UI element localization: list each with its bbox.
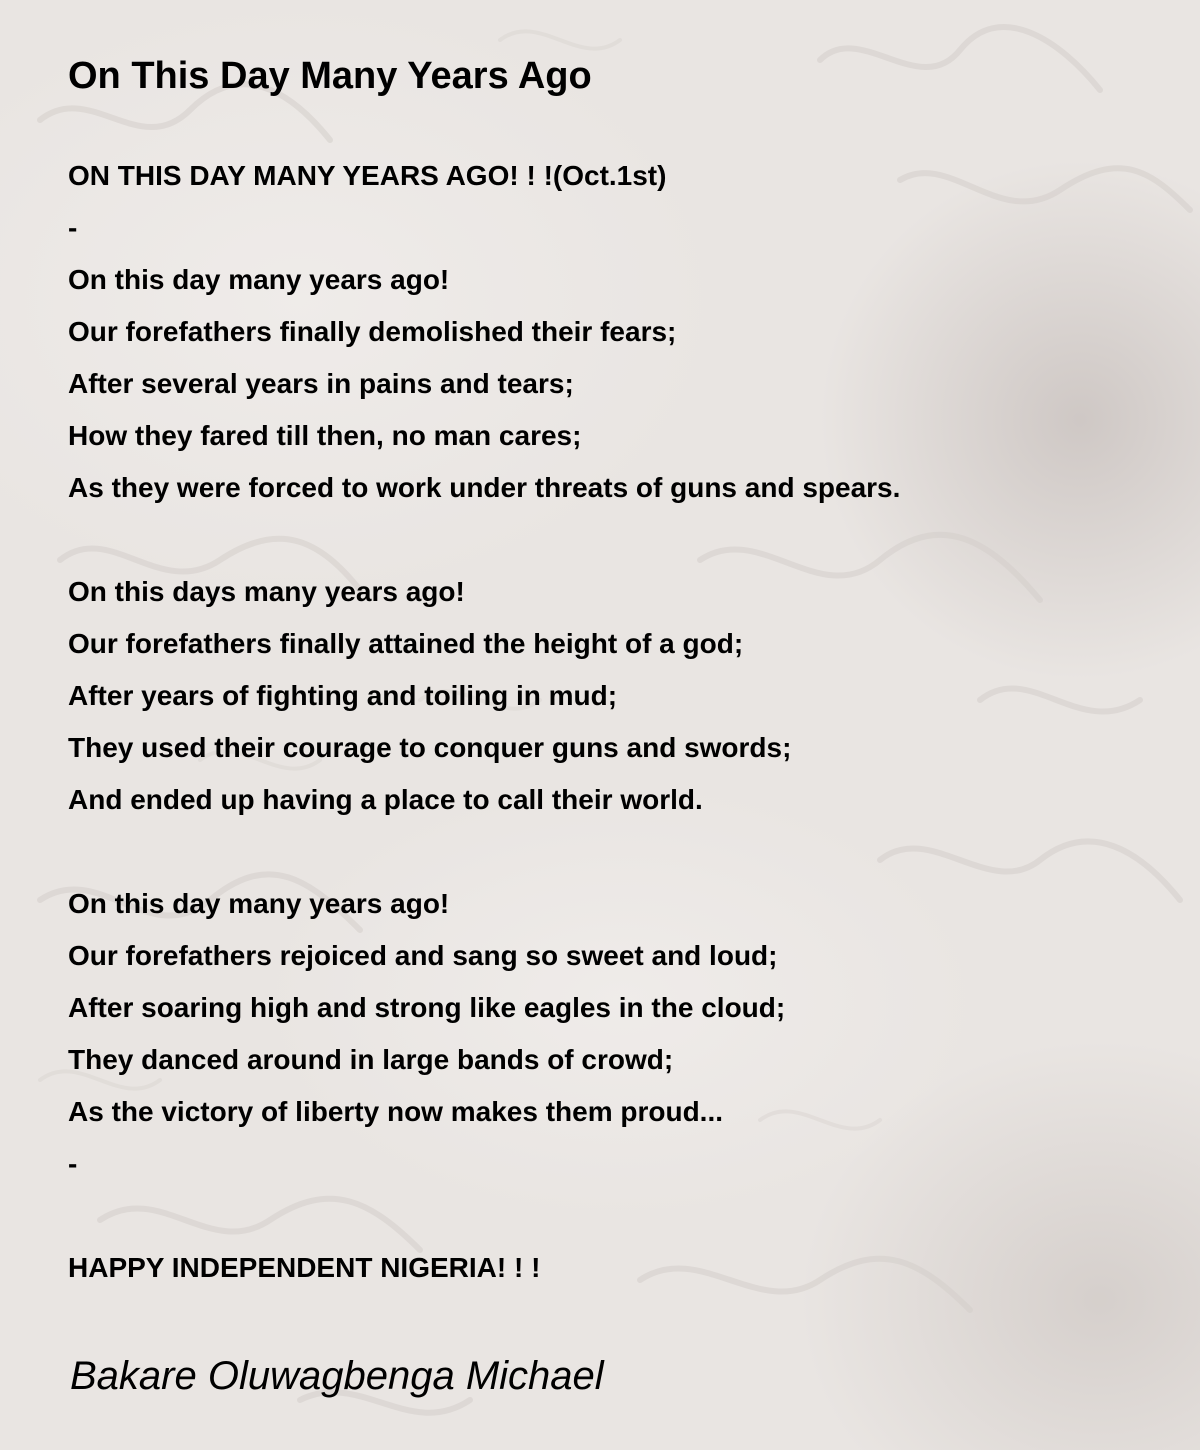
- poem-line: Our forefathers finally attained the height of a god;: [68, 628, 744, 659]
- poem-line: Our forefathers finally demolished their fears;: [68, 316, 677, 347]
- poem-line: After several years in pains and tears;: [68, 368, 574, 399]
- poem-line: On this day many years ago!: [68, 264, 450, 295]
- poem-line: After soaring high and strong like eagles in the cloud;: [68, 992, 786, 1023]
- poem-line: On this day many years ago!: [68, 888, 450, 919]
- poem-title: On This Day Many Years Ago: [68, 55, 592, 97]
- poem-author: Bakare Oluwagbenga Michael: [70, 1354, 604, 1398]
- poem-line: They used their courage to conquer guns and swords;: [68, 732, 792, 763]
- poem-line: And ended up having a place to call their world.: [68, 784, 703, 815]
- poem-line: On this days many years ago!: [68, 576, 465, 607]
- poem-line: Our forefathers rejoiced and sang so sweet and loud;: [68, 940, 778, 971]
- poem-body: [68, 150, 1168, 1294]
- poem-line: They danced around in large bands of crowd;: [68, 1044, 674, 1075]
- poem-blank-line: [68, 514, 1168, 566]
- poem-line: After years of fighting and toiling in mud;: [68, 680, 618, 711]
- poem-line: HAPPY INDEPENDENT NIGERIA! ! !: [68, 1252, 541, 1283]
- poem-line: As they were forced to work under threats of guns and spears.: [68, 472, 901, 503]
- poem-line: How they fared till then, no man cares;: [68, 420, 582, 451]
- poem-line: ON THIS DAY MANY YEARS AGO! ! !(Oct.1st): [68, 160, 667, 191]
- poem-line: -: [68, 212, 78, 243]
- poem-line: -: [68, 1148, 78, 1179]
- poem-blank-line: [68, 826, 1168, 878]
- poem-blank-line: [68, 1190, 1168, 1242]
- poem-line: As the victory of liberty now makes them proud...: [68, 1096, 724, 1127]
